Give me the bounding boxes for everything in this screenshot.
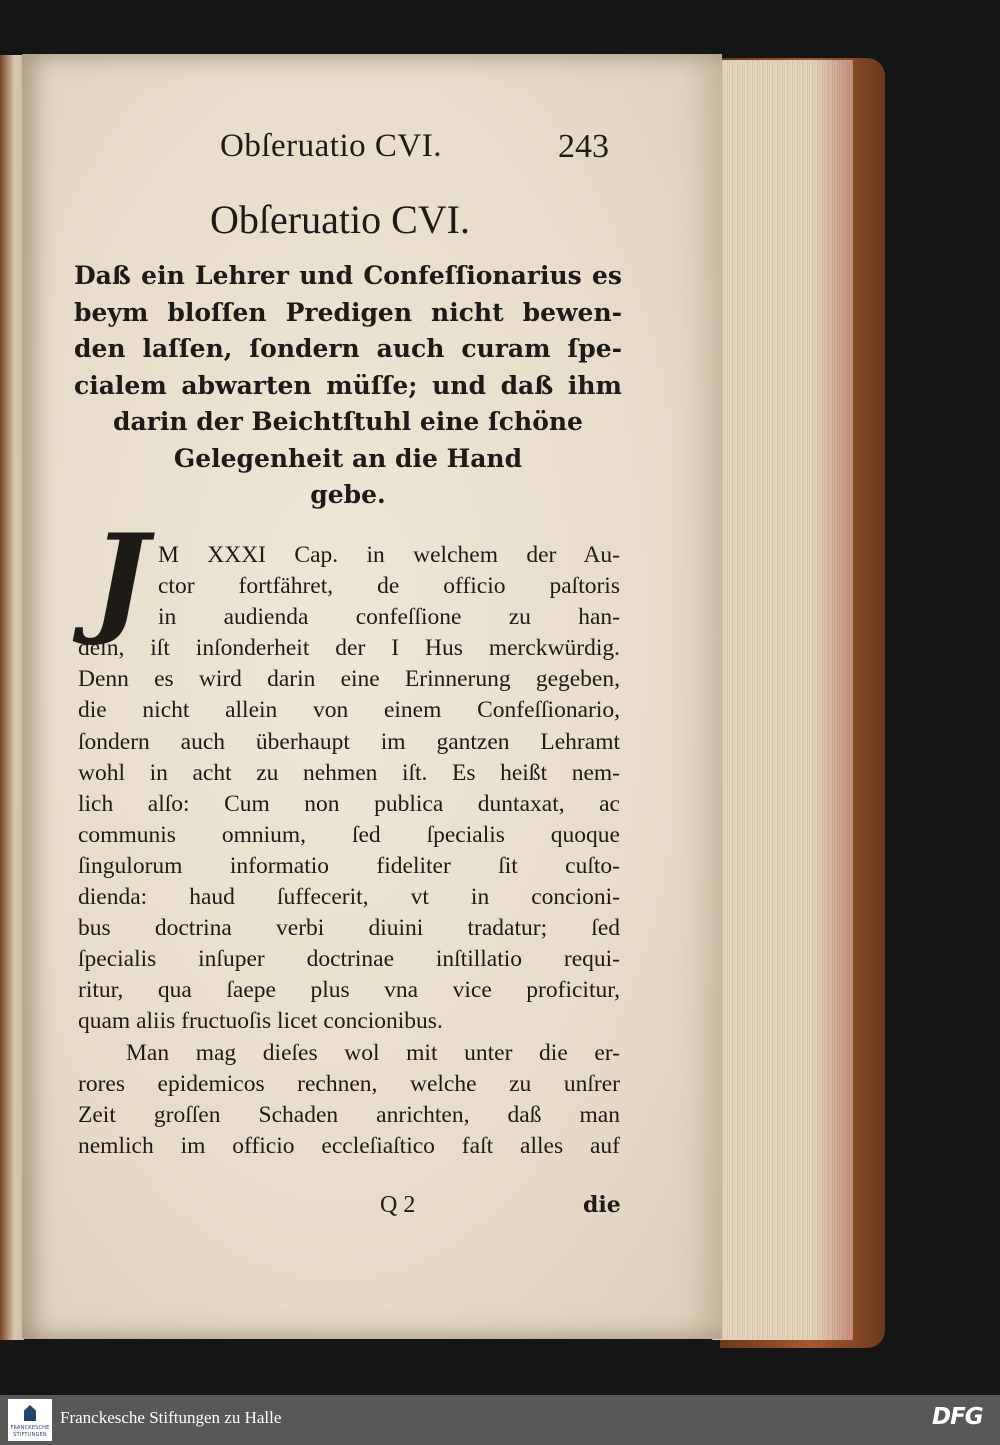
body-line: in audienda confeſſione zu han-	[158, 604, 620, 631]
logo-text-line2: STIFTUNGEN	[13, 1432, 47, 1438]
body-line: wohl in acht zu nehmen iſt. Es heißt nem-	[78, 759, 620, 786]
body-line: die nicht allein von einem Confeſſionario,	[78, 697, 620, 724]
tower-icon	[24, 1405, 36, 1421]
heading-line: Gelegenheit an die Hand	[173, 443, 523, 473]
page-edges	[712, 60, 853, 1340]
heading-line: cialem abwarten müſſe; und daß ihm	[74, 370, 622, 400]
drop-cap: J	[91, 508, 149, 649]
heading-line: gebe.	[310, 480, 386, 509]
signature-mark: Q 2	[380, 1192, 416, 1218]
body-line: ritur, qua ſaepe plus vna vice proficitur,	[78, 977, 620, 1004]
body-line: M XXXI Cap. in welchem der Au-	[158, 542, 620, 568]
body-line: Zeit groſſen Schaden anrichten, daß man	[78, 1101, 620, 1128]
left-page-sliver	[0, 55, 24, 1340]
body-line: communis omnium, ſed ſpecialis quoque	[78, 821, 620, 848]
body-line: ctor fortfähret, de officio paſtoris	[158, 573, 620, 600]
catchword: die	[583, 1192, 621, 1218]
body-line: Man mag dieſes wol mit unter die er-	[126, 1039, 620, 1066]
heading-line: darin der Beichtſtuhl eine ſchöne	[113, 407, 583, 436]
body-line: ſingulorum informatio fideliter ſit cuſto-	[78, 852, 620, 879]
section-heading	[74, 258, 622, 514]
body-line: ſpecialis inſuper doctrinae inſtillatio requi-	[78, 946, 620, 973]
body-line: deln, iſt inſonderheit der I Hus merckwürdig.	[78, 635, 620, 662]
body-line: bus doctrina verbi diuini tradatur; ſed	[78, 915, 620, 942]
body-line: rores epidemicos rechnen, welche zu unſrer	[78, 1070, 620, 1097]
body-line: quam aliis fructuoſis licet concionibus.	[78, 1008, 443, 1035]
institution-name: Franckesche Stiftungen zu Halle	[60, 1408, 282, 1427]
footer-bar	[0, 1395, 1000, 1445]
franckesche-stiftungen-logo[interactable]	[8, 1399, 52, 1441]
heading-line: beym bloſſen Predigen nicht bewen-	[74, 297, 622, 327]
body-text	[78, 540, 620, 1162]
heading-line: Daß ein Lehrer und Confeſſionarius es	[74, 261, 622, 290]
body-line: ſondern auch überhaupt im gantzen Lehramt	[78, 728, 620, 755]
logo-text-line1: FRANCKESCHE	[10, 1425, 50, 1431]
dfg-logo[interactable]: DFG	[932, 1404, 983, 1430]
body-line: lich alſo: Cum non publica duntaxat, ac	[78, 790, 620, 817]
chapter-title: Obſeruatio CVI.	[210, 197, 470, 242]
running-head: Obſeruatio CVI.	[220, 128, 442, 164]
body-line: nemlich im officio eccleſiaſtico faſt alles auf	[78, 1132, 620, 1159]
page-number: 243	[558, 128, 609, 165]
body-line: Denn es wird darin eine Erinnerung gegeben,	[78, 666, 620, 693]
body-line: dienda: haud ſuffecerit, vt in concioni-	[78, 884, 620, 911]
heading-line: den laſſen, ſondern auch curam ſpe-	[74, 334, 622, 363]
